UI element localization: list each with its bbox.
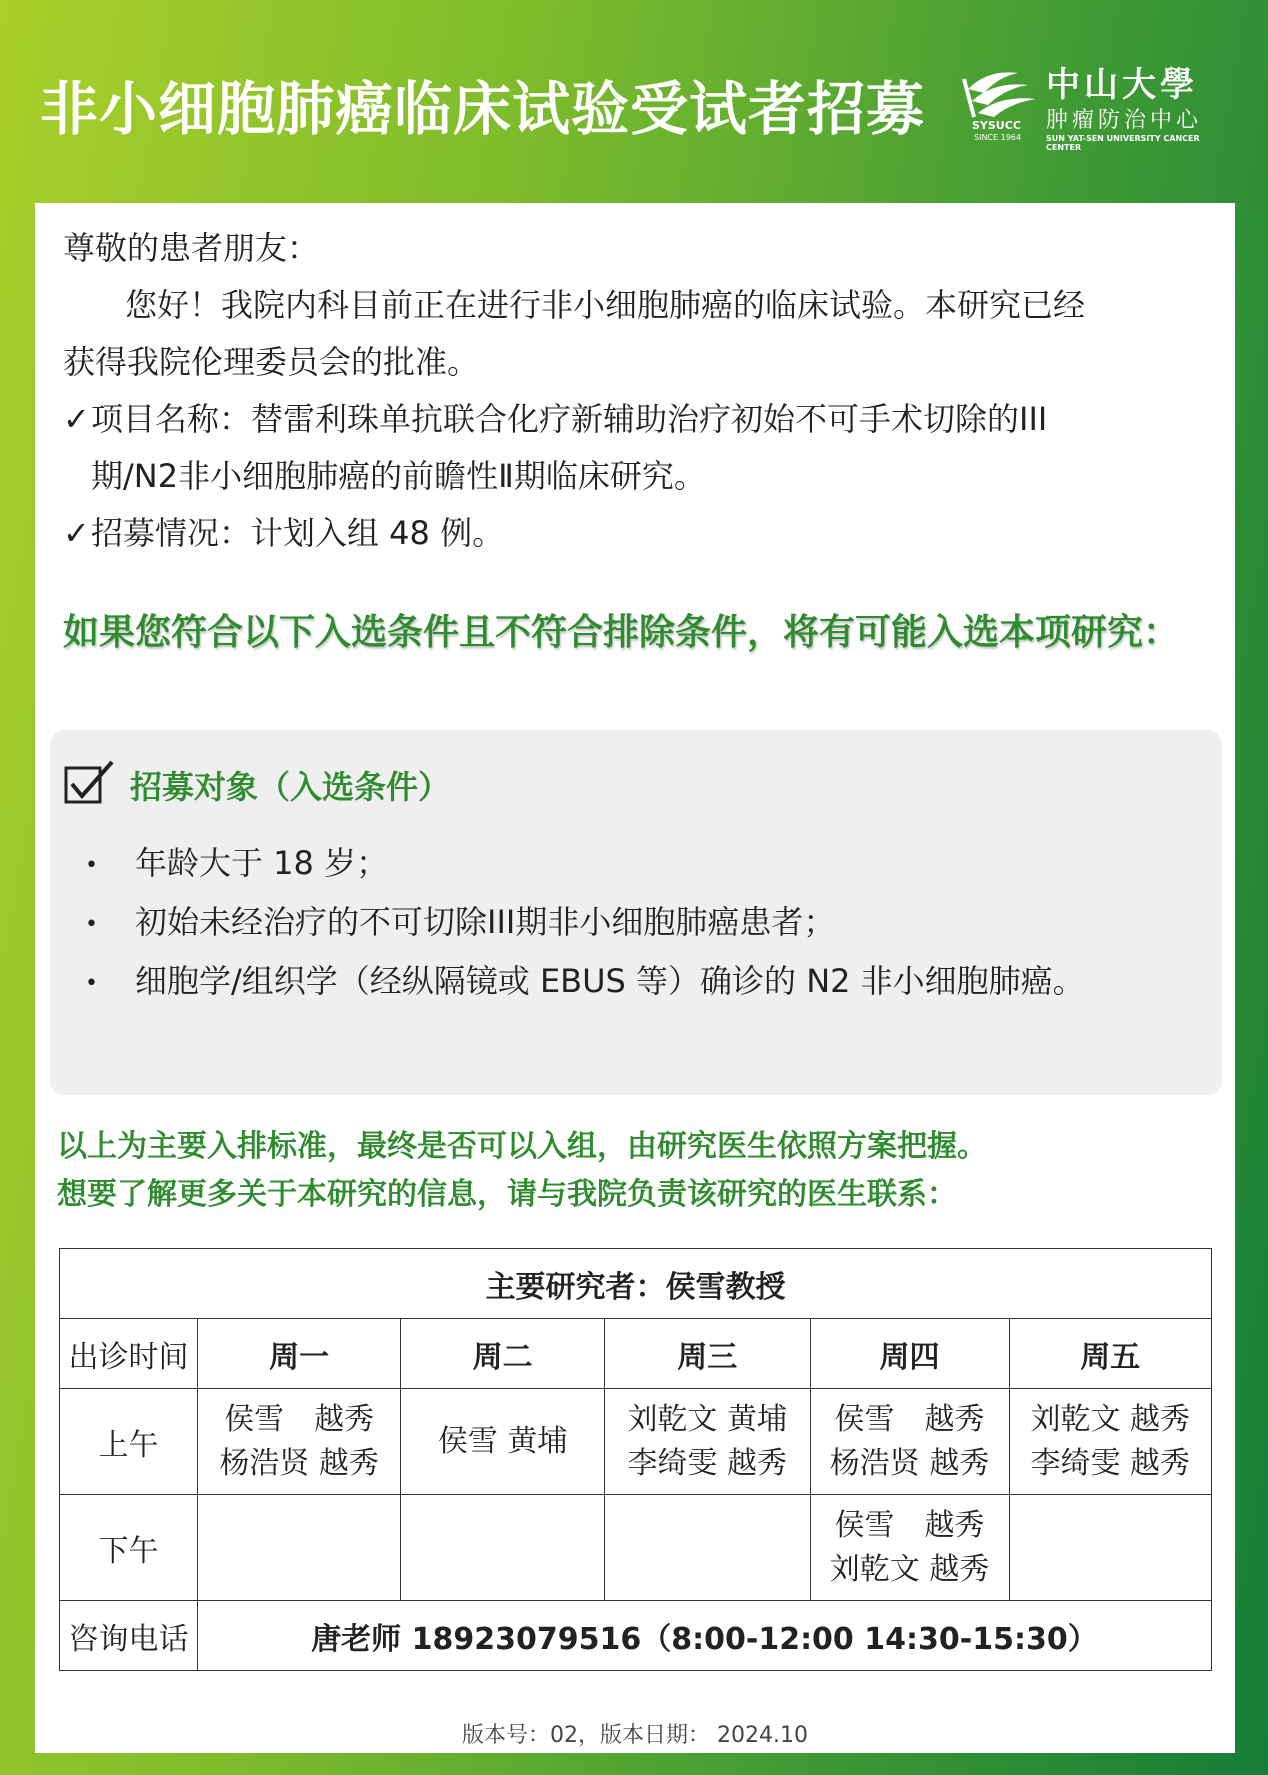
logo-since: SINCE 1964 <box>974 133 1021 142</box>
day-header: 周五 <box>1009 1319 1211 1389</box>
principal-investigator: 主要研究者：侯雪教授 <box>60 1249 1212 1319</box>
checkmark-icon: ✓ <box>63 400 90 438</box>
day-header: 周一 <box>197 1319 400 1389</box>
recruit-text: 招募情况：计划入组 48 例。 <box>91 514 505 552</box>
note-line-1: 以上为主要入排标准，最终是否可以入组，由研究医生依照方案把握。 <box>57 1129 987 1164</box>
criteria-item <box>85 838 388 884</box>
day-header: 周二 <box>401 1319 604 1389</box>
criteria-box <box>50 730 1222 1095</box>
page-title: 非小细胞肺癌临床试验受试者招募 <box>40 75 926 143</box>
project-line-2: 期/N2非小细胞肺癌的前瞻性Ⅱ期临床研究。 <box>91 457 706 495</box>
project-line-1: 项目名称：替雷利珠单抗联合化疗新辅助治疗初始不可手术切除的III <box>91 400 1048 438</box>
logo-department-name: 肿瘤防治中心 <box>1046 108 1203 133</box>
schedule-cell <box>604 1495 810 1601</box>
sysucc-logo <box>958 55 1203 150</box>
day-header: 周三 <box>604 1319 810 1389</box>
criteria-item <box>85 897 835 943</box>
schedule-cell <box>197 1495 400 1601</box>
criteria-text: 细胞学/组织学（经纵隔镜或 EBUS 等）确诊的 N2 非小细胞肺癌。 <box>135 962 1085 1000</box>
greeting: 尊敬的患者朋友： <box>63 229 320 267</box>
schedule-cell: 侯雪 黄埔 <box>401 1389 604 1495</box>
logo-abbr: SYSUCC <box>972 119 1021 132</box>
criteria-title: 招募对象（入选条件） <box>130 768 451 806</box>
version-info: 版本号：02，版本日期： 2024.10 <box>462 1723 808 1748</box>
checkbox-icon <box>64 760 118 806</box>
schedule-cell: 侯雪 越秀 杨浩贤 越秀 <box>197 1389 400 1495</box>
intro-line-1: 您好！我院内科目前正在进行非小细胞肺癌的临床试验。本研究已经 <box>125 286 1086 324</box>
bullet-icon: • <box>85 970 98 996</box>
logo-university-name: 中山大學 <box>1046 65 1198 105</box>
checkmark-icon: ✓ <box>63 514 90 552</box>
logo-english-name: SUN YAT-SEN UNIVERSITY CANCER CENTER <box>1046 134 1200 152</box>
bullet-icon: • <box>85 852 98 878</box>
project-name-item <box>63 394 1047 440</box>
schedule-table <box>59 1248 1212 1671</box>
day-header: 周四 <box>810 1319 1009 1389</box>
schedule-cell <box>401 1495 604 1601</box>
schedule-cell: 刘乾文 越秀 李绮雯 越秀 <box>1009 1389 1211 1495</box>
note-line-2: 想要了解更多关于本研究的信息，请与我院负责该研究的医生联系： <box>57 1177 957 1212</box>
schedule-cell: 刘乾文 黄埔 李绮雯 越秀 <box>604 1389 810 1495</box>
criteria-text: 年龄大于 18 岁； <box>135 844 389 882</box>
phone-label: 咨询电话 <box>60 1601 198 1671</box>
afternoon-label: 下午 <box>60 1495 198 1601</box>
schedule-cell <box>1009 1495 1211 1601</box>
schedule-cell: 侯雪 越秀 杨浩贤 越秀 <box>810 1389 1009 1495</box>
phone-contact[interactable]: 唐老师 18923079516（8:00-12:00 14:30-15:30） <box>197 1601 1211 1671</box>
criteria-text: 初始未经治疗的不可切除III期非小细胞肺癌患者； <box>135 903 836 941</box>
criteria-item <box>85 956 1085 1002</box>
clinic-time-label: 出诊时间 <box>60 1319 198 1389</box>
eligibility-heading: 如果您符合以下入选条件且不符合排除条件，将有可能入选本项研究： <box>63 612 1180 653</box>
recruit-item <box>63 508 504 554</box>
bullet-icon: • <box>85 911 98 937</box>
content-panel <box>35 203 1235 1753</box>
intro-line-2: 获得我院伦理委员会的批准。 <box>63 343 480 381</box>
schedule-cell: 侯雪 越秀 刘乾文 越秀 <box>810 1495 1009 1601</box>
morning-label: 上午 <box>60 1389 198 1495</box>
